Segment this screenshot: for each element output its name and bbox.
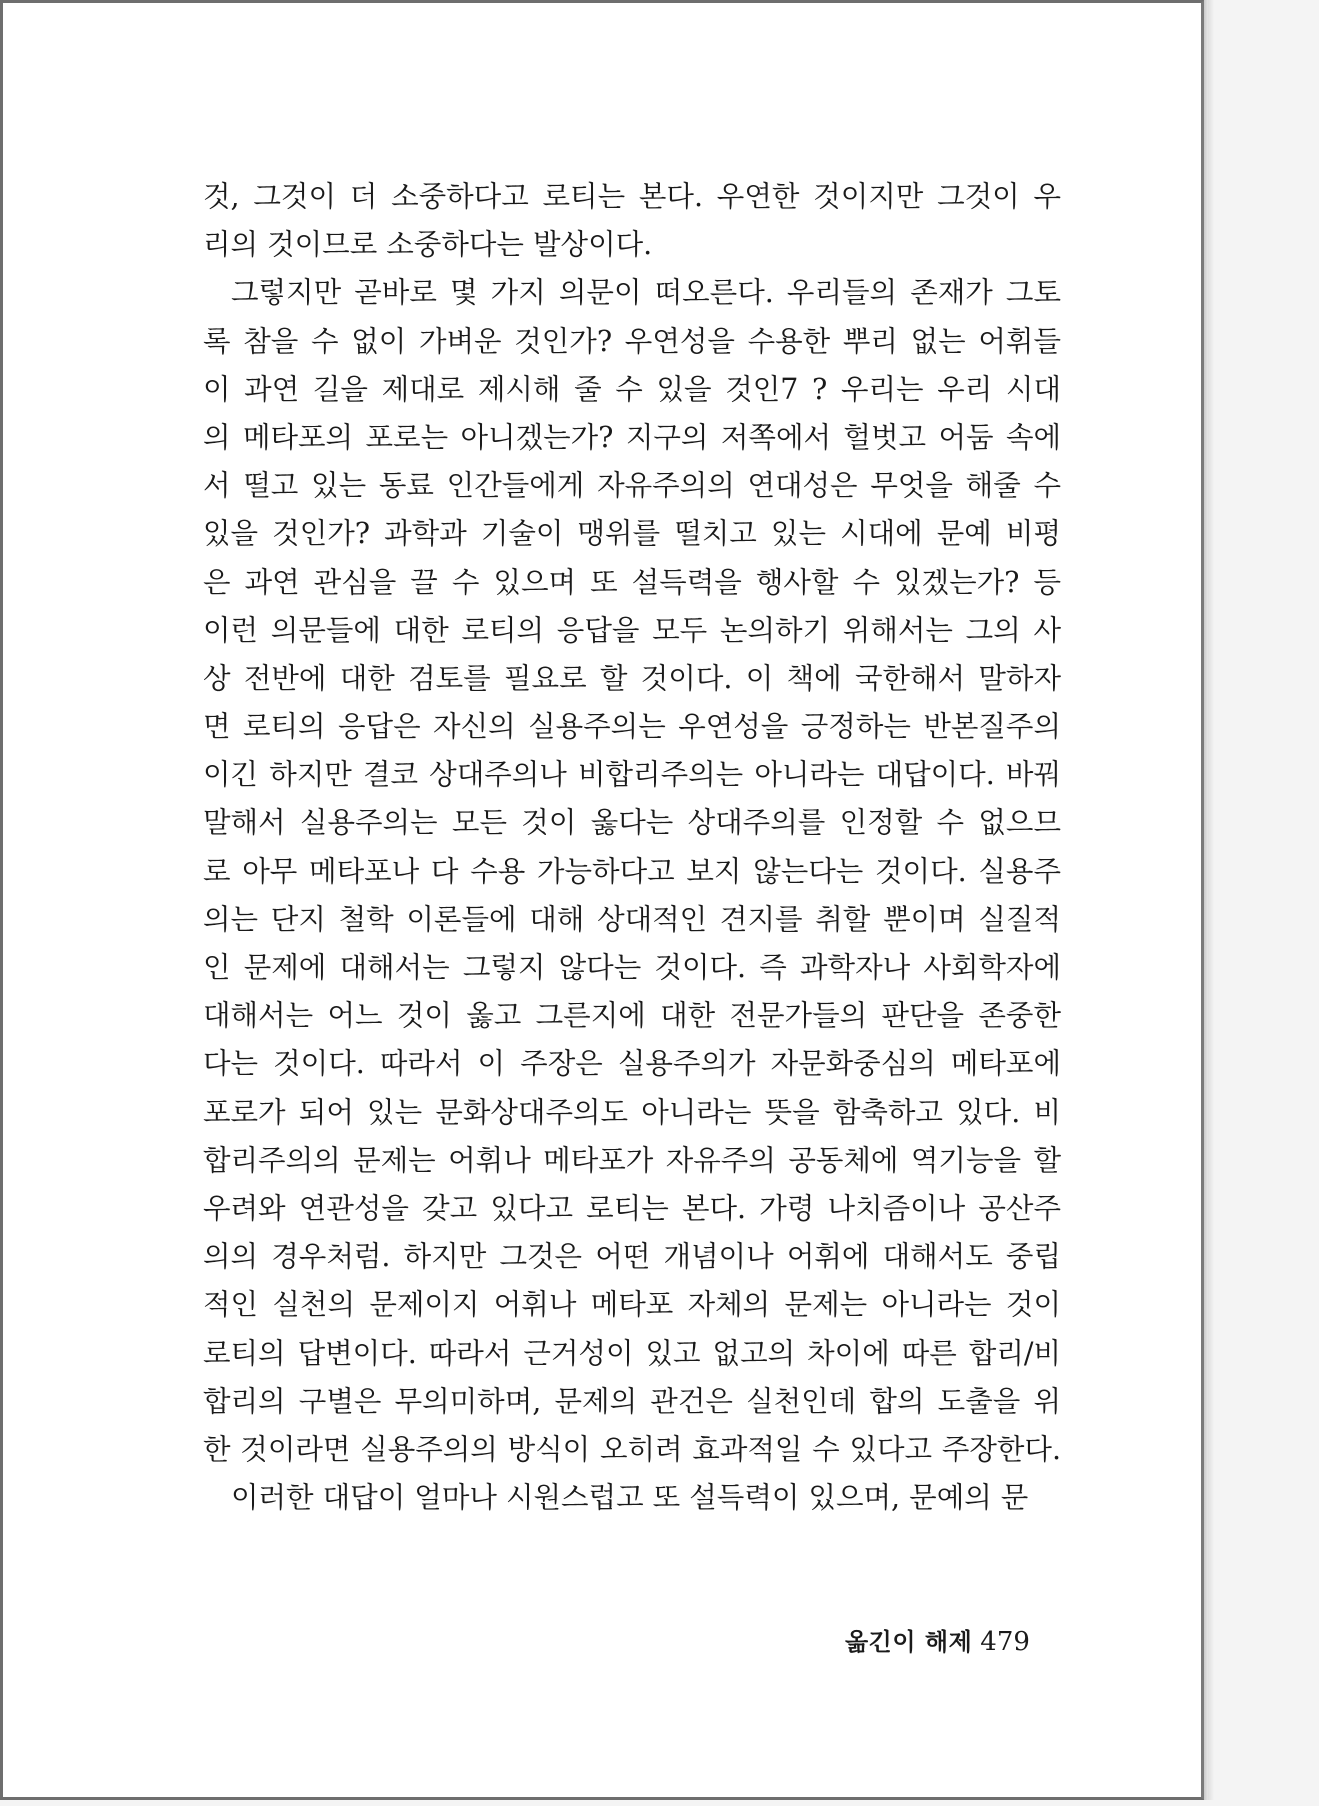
text-line: 서 떨고 있는 동료 인간들에게 자유주의의 연대성은 무엇을 해줄 수: [203, 469, 1061, 503]
text-line: 로티의 답변이다. 따라서 근거성이 있고 없고의 차이에 따른 합리/비: [203, 1336, 1061, 1370]
text-line: 그렇지만 곧바로 몇 가지 의문이 떠오른다. 우리들의 존재가 그토: [231, 276, 1061, 310]
text-line: 것, 그것이 더 소중하다고 로티는 본다. 우연한 것이지만 그것이 우: [203, 180, 1061, 213]
text-line: 한 것이라면 실용주의의 방식이 오히려 효과적일 수 있다고 주장한다.: [203, 1432, 1061, 1466]
text-line: 대해서는 어느 것이 옳고 그른지에 대한 전문가들의 판단을 존중한: [203, 999, 1061, 1033]
text-line: 있을 것인가? 과학과 기술이 맹위를 떨치고 있는 시대에 문예 비평: [203, 517, 1061, 551]
text-line: 의 메타포의 포로는 아니겠는가? 지구의 저쪽에서 헐벗고 어둠 속에: [203, 420, 1061, 454]
text-line: 인 문제에 대해서는 그렇지 않다는 것이다. 즉 과학자나 사회학자에: [203, 951, 1061, 984]
text-line: 의의 경우처럼. 하지만 그것은 어떤 개념이나 어휘에 대해서도 중립: [203, 1240, 1061, 1274]
body-text: [203, 173, 1061, 1522]
text-line: 말해서 실용주의는 모든 것이 옳다는 상대주의를 인정할 수 없으므: [203, 806, 1061, 840]
text-line: 이 과연 길을 제대로 제시해 줄 수 있을 것인7 ? 우리는 우리 시대: [203, 372, 1061, 406]
text-line: 적인 실천의 문제이지 어휘나 메타포 자체의 문제는 아니라는 것이: [203, 1288, 1061, 1322]
text-line: 우려와 연관성을 갖고 있다고 로티는 본다. 가령 나치즘이나 공산주: [203, 1191, 1061, 1225]
text-line: 이러한 대답이 얼마나 시원스럽고 또 설득력이 있으며, 문예의 문: [231, 1481, 1029, 1515]
page-number: 479: [980, 1627, 1030, 1657]
text-line: 로 아무 메타포나 다 수용 가능하다고 보지 않는다는 것이다. 실용주: [203, 854, 1061, 888]
text-line: 이긴 하지만 결코 상대주의나 비합리주의는 아니라는 대답이다. 바꿔: [203, 758, 1061, 792]
text-line: 의는 단지 철학 이론들에 대해 상대적인 견지를 취할 뿐이며 실질적: [203, 902, 1061, 936]
page-footer: [845, 1622, 1045, 1657]
text-line: 상 전반에 대한 검토를 필요로 할 것이다. 이 책에 국한해서 말하자: [203, 661, 1061, 695]
page-edge-shadow: [1208, 0, 1214, 1800]
text-line: 은 과연 관심을 끌 수 있으며 또 설득력을 행사할 수 있겠는가? 등: [203, 565, 1061, 599]
text-line: 합리의 구별은 무의미하며, 문제의 관건은 실천인데 합의 도출을 위: [203, 1384, 1061, 1418]
text-line: 리의 것이므로 소중하다는 발상이다.: [203, 228, 653, 262]
text-line: 록 참을 수 없이 가벼운 것인가? 우연성을 수용한 뿌리 없는 어휘들: [203, 324, 1061, 358]
text-line: 면 로티의 응답은 자신의 실용주의는 우연성을 긍정하는 반본질주의: [203, 710, 1061, 744]
text-line: 이런 의문들에 대한 로티의 응답을 모두 논의하기 위해서는 그의 사: [203, 613, 1061, 647]
text-line: 포로가 되어 있는 문화상대주의도 아니라는 뜻을 함축하고 있다. 비: [203, 1095, 1061, 1129]
text-line: 다는 것이다. 따라서 이 주장은 실용주의가 자문화중심의 메타포에: [203, 1047, 1061, 1081]
text-line: 합리주의의 문제는 어휘나 메타포가 자유주의 공동체에 역기능을 할: [203, 1143, 1061, 1177]
running-footer-title: 옮긴이 해제: [845, 1628, 973, 1656]
